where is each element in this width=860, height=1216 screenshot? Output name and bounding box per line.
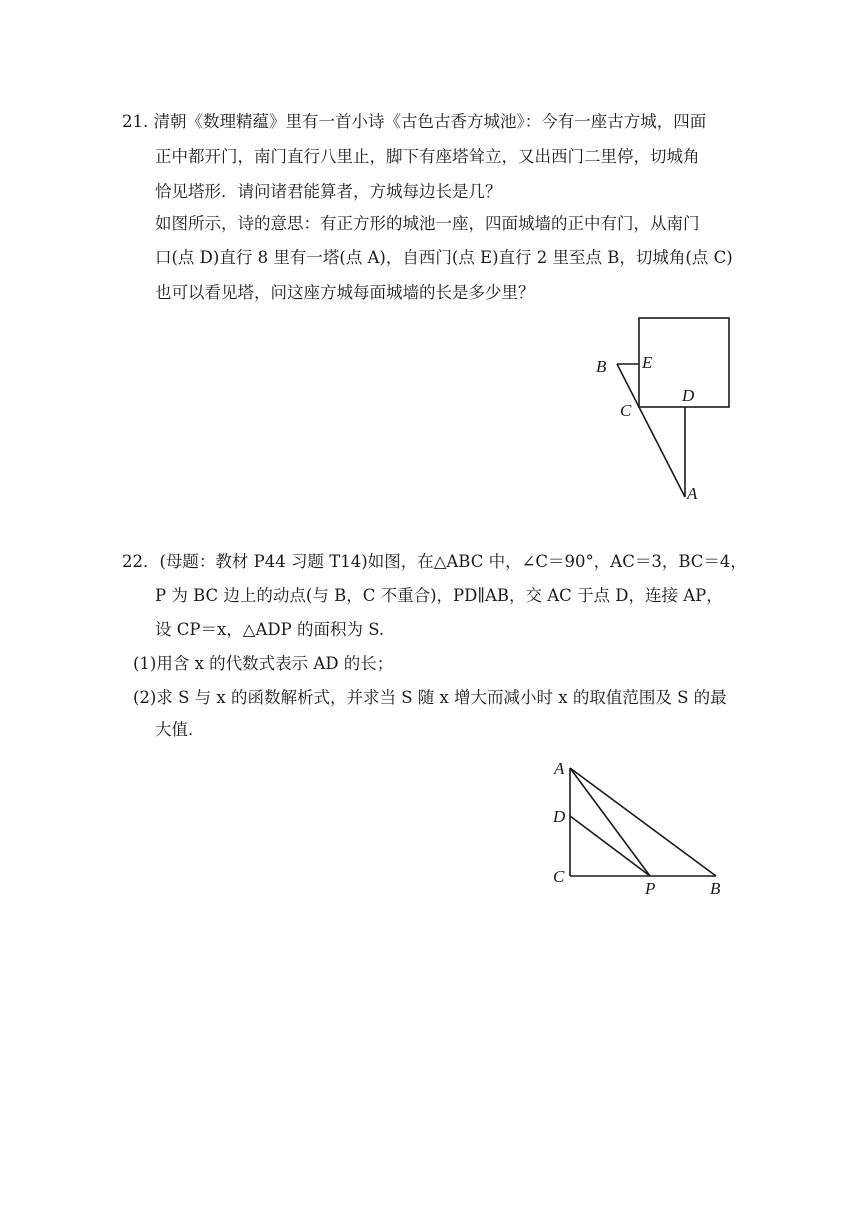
q21-line-5: 口(点 D)直行 8 里有一塔(点 A)，自西门(点 E)直行 2 里至点 B，切城角(点 C) — [155, 248, 733, 267]
q22-figure — [548, 752, 738, 902]
segment-BA — [617, 364, 685, 497]
q22-line-1: 22．(母题：教材 P44 习题 T14)如图，在△ABC 中，∠C＝90°，AC＝3，BC＝4， — [122, 552, 747, 571]
q21-line-6: 也可以看见塔，问这座方城每面城墙的长是多少里？ — [155, 283, 535, 302]
label-C: C — [620, 401, 632, 420]
label-E: E — [642, 353, 653, 372]
label-P: P — [645, 879, 656, 898]
segment-AB — [570, 768, 716, 876]
segment-DP — [570, 816, 650, 876]
q21-line-3: 恰见塔形．请问诸君能算者，方城每边长是几？ — [155, 182, 502, 201]
q22-line-6: 大值． — [155, 720, 205, 739]
label-D: D — [553, 807, 566, 826]
label-B: B — [596, 357, 607, 376]
label-C: C — [553, 867, 565, 886]
q22-line-2: P 为 BC 边上的动点(与 B，C 不重合)，PD∥AB，交 AC 于点 D，连接 AP， — [155, 586, 723, 605]
q21-line-2: 正中都开门，南门直行八里止，脚下有座塔耸立，又出西门二里停，切城角 — [155, 147, 700, 166]
label-A: A — [687, 484, 698, 503]
q22-line-3: 设 CP＝x，△ADP 的面积为 S. — [155, 620, 385, 639]
q21-line-1: 21. 清朝《数理精蕴》里有一首小诗《古色古香方城池》：今有一座古方城，四面 — [122, 112, 707, 131]
segment-AP — [570, 768, 650, 876]
q21-line-4: 如图所示，诗的意思：有正方形的城池一座，四面城墙的正中有门，从南门 — [155, 214, 700, 233]
label-B: B — [710, 879, 721, 898]
label-D: D — [682, 386, 695, 405]
q22-line-5: (2)求 S 与 x 的函数解析式，并求当 S 随 x 增大而减小时 x 的取值范围及 S 的最 — [133, 688, 727, 707]
q22-line-4: (1)用含 x 的代数式表示 AD 的长； — [133, 654, 394, 673]
label-A: A — [554, 759, 565, 778]
q21-figure — [590, 310, 740, 510]
